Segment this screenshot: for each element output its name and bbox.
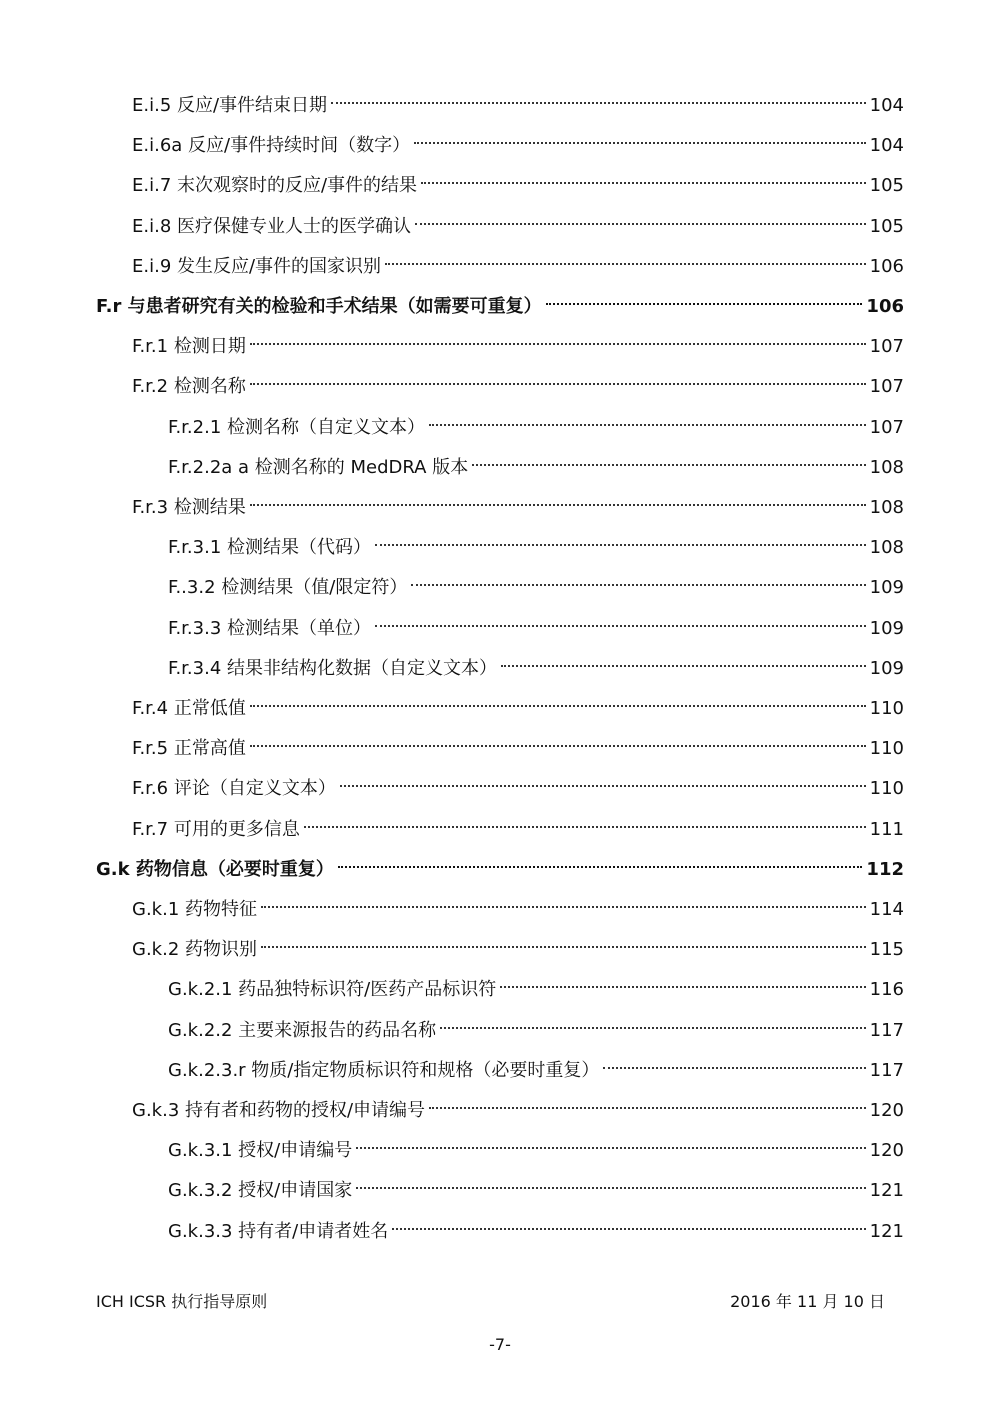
toc-entry[interactable] — [168, 568, 904, 608]
toc-entry[interactable] — [132, 689, 904, 729]
toc-entry[interactable] — [168, 1051, 904, 1091]
toc-dot-leader — [250, 745, 866, 747]
toc-dot-leader — [392, 1228, 865, 1230]
toc-entry[interactable] — [132, 247, 904, 287]
toc-entry[interactable] — [132, 890, 904, 930]
toc-entry-page-number: 108 — [869, 537, 904, 559]
toc-dot-leader — [304, 826, 866, 828]
toc-dot-leader — [250, 383, 866, 385]
toc-entry-page-number: 105 — [869, 215, 904, 237]
toc-entry-label: G.k.2.1 药品独特标识符/医药产品标识符 — [168, 979, 497, 1001]
toc-entry-page-number: 110 — [869, 778, 904, 800]
toc-dot-leader — [472, 464, 865, 466]
toc-entry-page-number: 106 — [869, 255, 904, 277]
toc-entry-label: F.r.2.1 检测名称（自定义文本） — [168, 416, 425, 438]
toc-entry-label: G.k.1 药物特征 — [132, 899, 257, 920]
toc-entry[interactable] — [132, 1091, 904, 1131]
toc-entry-label: F..3.2 检测结果（值/限定符） — [168, 577, 408, 599]
toc-entry[interactable] — [132, 930, 904, 970]
toc-entry-page-number: 110 — [869, 698, 904, 719]
toc-entry[interactable] — [168, 408, 904, 448]
toc-entry-page-number: 108 — [869, 497, 904, 518]
toc-dot-leader — [421, 182, 866, 184]
toc-entry-label: G.k.3.3 持有者/申请者姓名 — [168, 1220, 389, 1242]
toc-entry-label: E.i.5 反应/事件结束日期 — [132, 95, 328, 116]
toc-entry-page-number: 109 — [869, 577, 904, 599]
toc-dot-leader — [414, 142, 866, 144]
page-number: -7- — [489, 1335, 511, 1354]
toc-dot-leader — [261, 906, 866, 908]
toc-entry-page-number: 104 — [869, 95, 904, 116]
toc-dot-leader — [338, 866, 863, 868]
toc-dot-leader — [375, 544, 866, 546]
toc-entry[interactable] — [96, 287, 904, 327]
toc-entry-label: E.i.8 医疗保健专业人士的医学确认 — [132, 215, 411, 237]
toc-dot-leader — [261, 946, 866, 948]
toc-entry[interactable] — [132, 166, 904, 206]
toc-entry-label: E.i.7 末次观察时的反应/事件的结果 — [132, 175, 418, 197]
toc-entry-page-number: 116 — [869, 979, 904, 1001]
toc-dot-leader — [546, 303, 863, 305]
toc-dot-leader — [250, 705, 866, 707]
toc-dot-leader — [440, 1027, 865, 1029]
toc-entry-page-number: 120 — [869, 1100, 904, 1121]
toc-entry-page-number: 117 — [869, 1059, 904, 1081]
toc-entry-page-number: 104 — [869, 135, 904, 157]
toc-entry-label: G.k.3 持有者和药物的授权/申请编号 — [132, 1100, 426, 1121]
toc-dot-leader — [331, 102, 866, 104]
toc-entry-label: F.r.5 正常高值 — [132, 738, 246, 760]
toc-dot-leader — [501, 665, 866, 667]
toc-entry-label: G.k.2.3.r 物质/指定物质标识符和规格（必要时重复） — [168, 1059, 600, 1081]
toc-entry[interactable] — [168, 1171, 904, 1211]
toc-entry-page-number: 120 — [869, 1140, 904, 1162]
toc-entry-label: F.r.6 评论（自定义文本） — [132, 778, 336, 800]
toc-dot-leader — [603, 1067, 865, 1069]
toc-entry-page-number: 110 — [869, 738, 904, 760]
toc-dot-leader — [385, 263, 866, 265]
toc-entry[interactable] — [132, 488, 904, 528]
toc-entry-label: G.k.2 药物识别 — [132, 939, 257, 961]
footer-document-title: ICH ICSR 执行指导原则 — [96, 1292, 268, 1311]
toc-entry-page-number: 117 — [869, 1019, 904, 1041]
toc-entry-page-number: 108 — [869, 456, 904, 478]
toc-entry-label: F.r.3.4 结果非结构化数据（自定义文本） — [168, 657, 497, 679]
toc-entry-page-number: 109 — [869, 617, 904, 639]
toc-entry[interactable] — [132, 126, 904, 166]
toc-entry[interactable] — [168, 1011, 904, 1051]
toc-entry-label: G.k.3.1 授权/申请编号 — [168, 1140, 353, 1162]
toc-entry[interactable] — [132, 729, 904, 769]
toc-dot-leader — [429, 1107, 866, 1109]
toc-entry-label: F.r.1 检测日期 — [132, 336, 246, 358]
toc-dot-leader — [375, 625, 866, 627]
toc-entry-page-number: 114 — [869, 899, 904, 920]
toc-entry-label: F.r.2 检测名称 — [132, 376, 246, 398]
toc-entry-page-number: 111 — [869, 818, 904, 840]
toc-entry-label: F.r 与患者研究有关的检验和手术结果（如需要可重复） — [96, 296, 542, 317]
toc-entry-page-number: 121 — [869, 1220, 904, 1242]
toc-entry[interactable] — [132, 367, 904, 407]
toc-dot-leader — [415, 223, 866, 225]
toc-entry[interactable] — [132, 769, 904, 809]
toc-entry-label: F.r.2.2a a 检测名称的 MedDRA 版本 — [168, 456, 469, 478]
toc-entry-label: E.i.6a 反应/事件持续时间（数字） — [132, 135, 411, 157]
toc-dot-leader — [500, 986, 865, 988]
toc-entry-label: G.k 药物信息（必要时重复） — [96, 858, 334, 880]
footer-date: 2016 年 11 月 10 日 — [730, 1292, 885, 1311]
toc-entry-page-number: 112 — [866, 858, 904, 880]
toc-entry[interactable] — [132, 327, 904, 367]
toc-entry[interactable] — [168, 528, 904, 568]
toc-dot-leader — [356, 1187, 865, 1189]
toc-entry[interactable] — [168, 649, 904, 689]
toc-entry[interactable] — [132, 207, 904, 247]
toc-entry-page-number: 105 — [869, 175, 904, 197]
toc-entry[interactable] — [132, 86, 904, 126]
toc-entry-label: F.r.4 正常低值 — [132, 698, 246, 719]
toc-entry[interactable] — [132, 810, 904, 850]
toc-dot-leader — [340, 785, 866, 787]
toc-entry-page-number: 107 — [869, 336, 904, 358]
toc-dot-leader — [356, 1147, 865, 1149]
toc-entry-label: G.k.2.2 主要来源报告的药品名称 — [168, 1019, 437, 1041]
toc-entry-label: F.r.3 检测结果 — [132, 497, 246, 518]
toc-entry[interactable] — [168, 1131, 904, 1171]
toc-entry[interactable] — [168, 970, 904, 1010]
toc-dot-leader — [429, 424, 866, 426]
toc-dot-leader — [250, 343, 866, 345]
toc-entry-page-number: 106 — [866, 296, 904, 317]
toc-entry-label: F.r.3.1 检测结果（代码） — [168, 537, 372, 559]
toc-entry[interactable] — [168, 1212, 904, 1252]
toc-entry-page-number: 107 — [869, 376, 904, 398]
toc-entry[interactable] — [168, 448, 904, 488]
toc-entry-page-number: 121 — [869, 1180, 904, 1202]
toc-entry-label: G.k.3.2 授权/申请国家 — [168, 1180, 353, 1202]
toc-entry-page-number: 107 — [869, 416, 904, 438]
toc-entry-label: F.r.3.3 检测结果（单位） — [168, 617, 372, 639]
toc-entry[interactable] — [96, 850, 904, 890]
toc-entry[interactable] — [168, 609, 904, 649]
toc-dot-leader — [250, 504, 866, 506]
toc-dot-leader — [411, 584, 865, 586]
toc-entry-label: E.i.9 发生反应/事件的国家识别 — [132, 255, 382, 277]
toc-entry-label: F.r.7 可用的更多信息 — [132, 818, 300, 840]
toc-entry-page-number: 109 — [869, 657, 904, 679]
toc-entry-page-number: 115 — [869, 939, 904, 961]
